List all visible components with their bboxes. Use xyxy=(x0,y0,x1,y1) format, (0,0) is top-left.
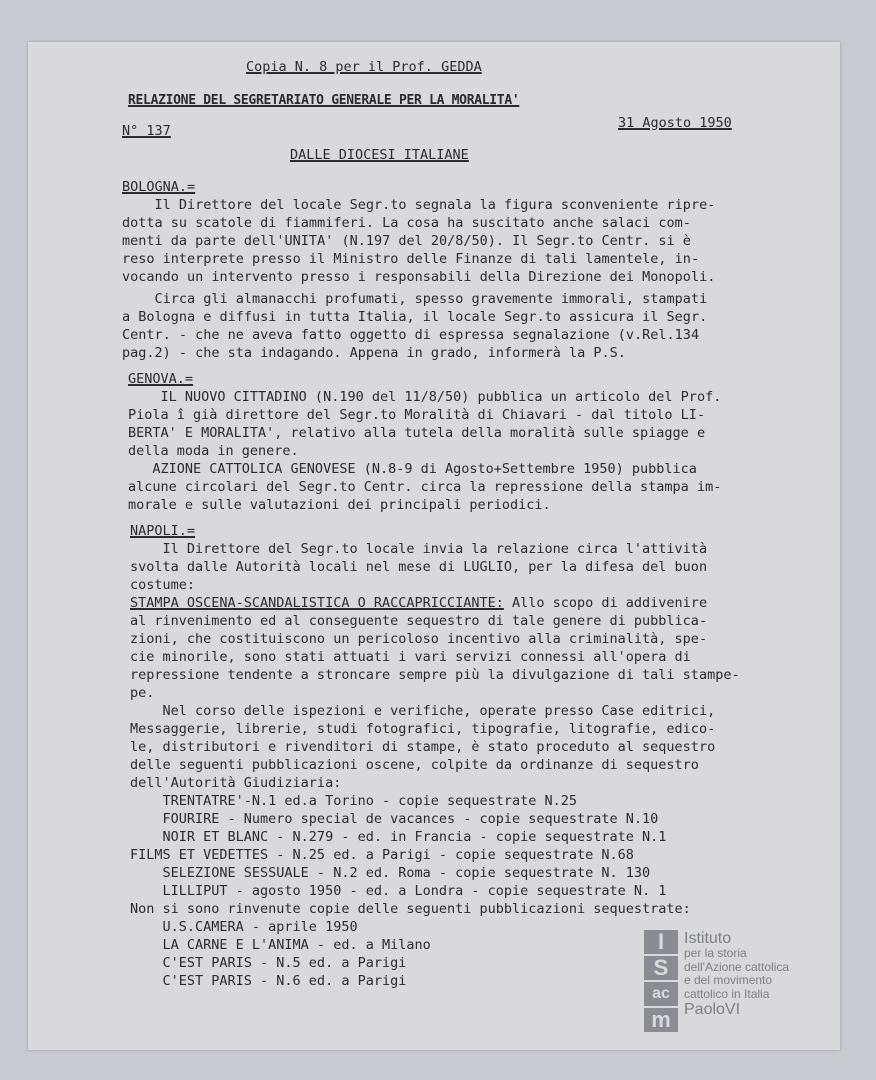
napoli-body-line: Nel corso delle ispezioni e verifiche, operate presso Case editrici, xyxy=(130,703,716,719)
napoli-body-line: zioni, che costituiscono un pericoloso incentivo alla criminalità, spe- xyxy=(130,631,708,647)
seized-item: FOURIRE - Numero special de vacances - copie sequestrate N.10 xyxy=(130,811,659,827)
section-title: DALLE DIOCESI ITALIANE xyxy=(290,147,469,163)
heading-genova: GENOVA.= xyxy=(128,371,194,387)
document-page xyxy=(28,42,840,1050)
genova-line: BERTA' E MORALITA', relativo alla tutela della moralità sulle spiagge e xyxy=(128,425,706,441)
bologna-line: dotta su scatole di fiammiferi. La cosa ha suscitato anche salaci com- xyxy=(122,215,691,231)
bologna-line: vocando un intervento presso i responsabili della Direzione dei Monopoli. xyxy=(122,269,716,285)
bologna-line: a Bologna e diffusi in tutta Italia, il locale Segr.to assicura il Segr. xyxy=(122,309,708,325)
institute-logo-mark: I S ac m xyxy=(644,930,680,1034)
stampa-heading: STAMPA OSCENA-SCANDALISTICA O RACCAPRICCIANTE: xyxy=(130,595,504,611)
not-found-intro: Non si sono rinvenute copie delle seguenti pubblicazioni sequestrate: xyxy=(130,901,691,917)
not-found-item: LA CARNE E L'ANIMA - ed. a Milano xyxy=(130,937,431,953)
bologna-line: pag.2) - che sta indagando. Appena in grado, informerà la P.S. xyxy=(122,345,626,361)
napoli-body-line: dell'Autorità Giudiziaria: xyxy=(130,775,342,791)
not-found-item: U.S.CAMERA - aprile 1950 xyxy=(130,919,358,935)
napoli-body-line: le, distributori e rivenditori di stampe, è stato proceduto al sequestro xyxy=(130,739,716,755)
not-found-item: C'EST PARIS - N.6 ed. a Parigi xyxy=(130,973,407,989)
copy-line: Copia N. 8 per il Prof. GEDDA xyxy=(246,59,482,75)
report-number: N° 137 xyxy=(122,123,171,139)
genova-line: alcune circolari del Segr.to Centr. circa la repressione della stampa im- xyxy=(128,479,722,495)
not-found-item: C'EST PARIS - N.5 ed. a Parigi xyxy=(130,955,407,971)
napoli-body-line: pe. xyxy=(130,685,155,701)
bologna-line: Circa gli almanacchi profumati, spesso gravemente immorali, stampati xyxy=(122,291,708,307)
institute-logo-text: Istituto per la storia dell'Azione cattolica e del movimento cattolico in Italia PaoloVI xyxy=(684,930,790,1018)
napoli-body-line: Messaggerie, librerie, studi fotografici, tipografie, litografie, edico- xyxy=(130,721,716,737)
seized-item: TRENTATRE'-N.1 ed.a Torino - copie sequestrate N.25 xyxy=(130,793,578,809)
seized-item: NOIR ET BLANC - N.279 - ed. in Francia - copie sequestrate N.1 xyxy=(130,829,667,845)
heading-napoli: NAPOLI.= xyxy=(130,523,196,539)
bologna-line: Il Direttore del locale Segr.to segnala la figura sconveniente ripre- xyxy=(122,197,716,213)
napoli-body-line: delle seguenti pubblicazioni oscene, colpite da ordinanze di sequestro xyxy=(130,757,699,773)
genova-line: AZIONE CATTOLICA GENOVESE (N.8-9 di Agosto+Settembre 1950) pubblica xyxy=(128,461,697,477)
genova-line: IL NUOVO CITTADINO (N.190 del 11/8/50) pubblica un articolo del Prof. xyxy=(128,389,722,405)
institute-watermark xyxy=(644,930,814,1040)
bologna-line: Centr. - che ne aveva fatto oggetto di espressa segnalazione (v.Rel.134 xyxy=(122,327,700,343)
stampa-first: Allo scopo di addivenire xyxy=(503,595,708,611)
napoli-body-line: al rinvenimento ed al conseguente sequestro di tale genere di pubblica- xyxy=(130,613,708,629)
napoli-line: svolta dalle Autorità locali nel mese di LUGLIO, per la difesa del buon xyxy=(130,559,708,575)
napoli-line: Il Direttore del Segr.to locale invia la relazione circa l'attività xyxy=(130,541,708,557)
report-title: RELAZIONE DEL SEGRETARIATO GENERALE PER LA MORALITA' xyxy=(128,93,520,108)
napoli-line: costume: xyxy=(130,577,196,593)
bologna-line: menti da parte dell'UNITA' (N.197 del 20/8/50). Il Segr.to Centr. si è xyxy=(122,233,691,249)
genova-line: Piola î già direttore del Segr.to Moralità di Chiavari - dal titolo LI- xyxy=(128,407,706,423)
seized-item: LILLIPUT - agosto 1950 - ed. a Londra - copie sequestrate N. 1 xyxy=(130,883,667,899)
bologna-line: reso interprete presso il Ministro delle Finanze di tali lamentele, in- xyxy=(122,251,700,267)
seized-item: FILMS ET VEDETTES - N.25 ed. a Parigi - copie sequestrate N.68 xyxy=(130,847,634,863)
heading-bologna: BOLOGNA.= xyxy=(122,179,196,195)
stampa-line xyxy=(130,594,707,612)
report-date: 31 Agosto 1950 xyxy=(618,115,732,131)
seized-item: SELEZIONE SESSUALE - N.2 ed. Roma - copie sequestrate N. 130 xyxy=(130,865,651,881)
genova-line: della moda in genere. xyxy=(128,443,299,459)
napoli-body-line: repressione tendente a stroncare sempre più la divulgazione di tali stampe- xyxy=(130,667,740,683)
napoli-body-line: cie minorile, sono stati attuati i vari servizi connessi all'opera di xyxy=(130,649,691,665)
genova-line: morale e sulle valutazioni dei principali periodici. xyxy=(128,497,551,513)
